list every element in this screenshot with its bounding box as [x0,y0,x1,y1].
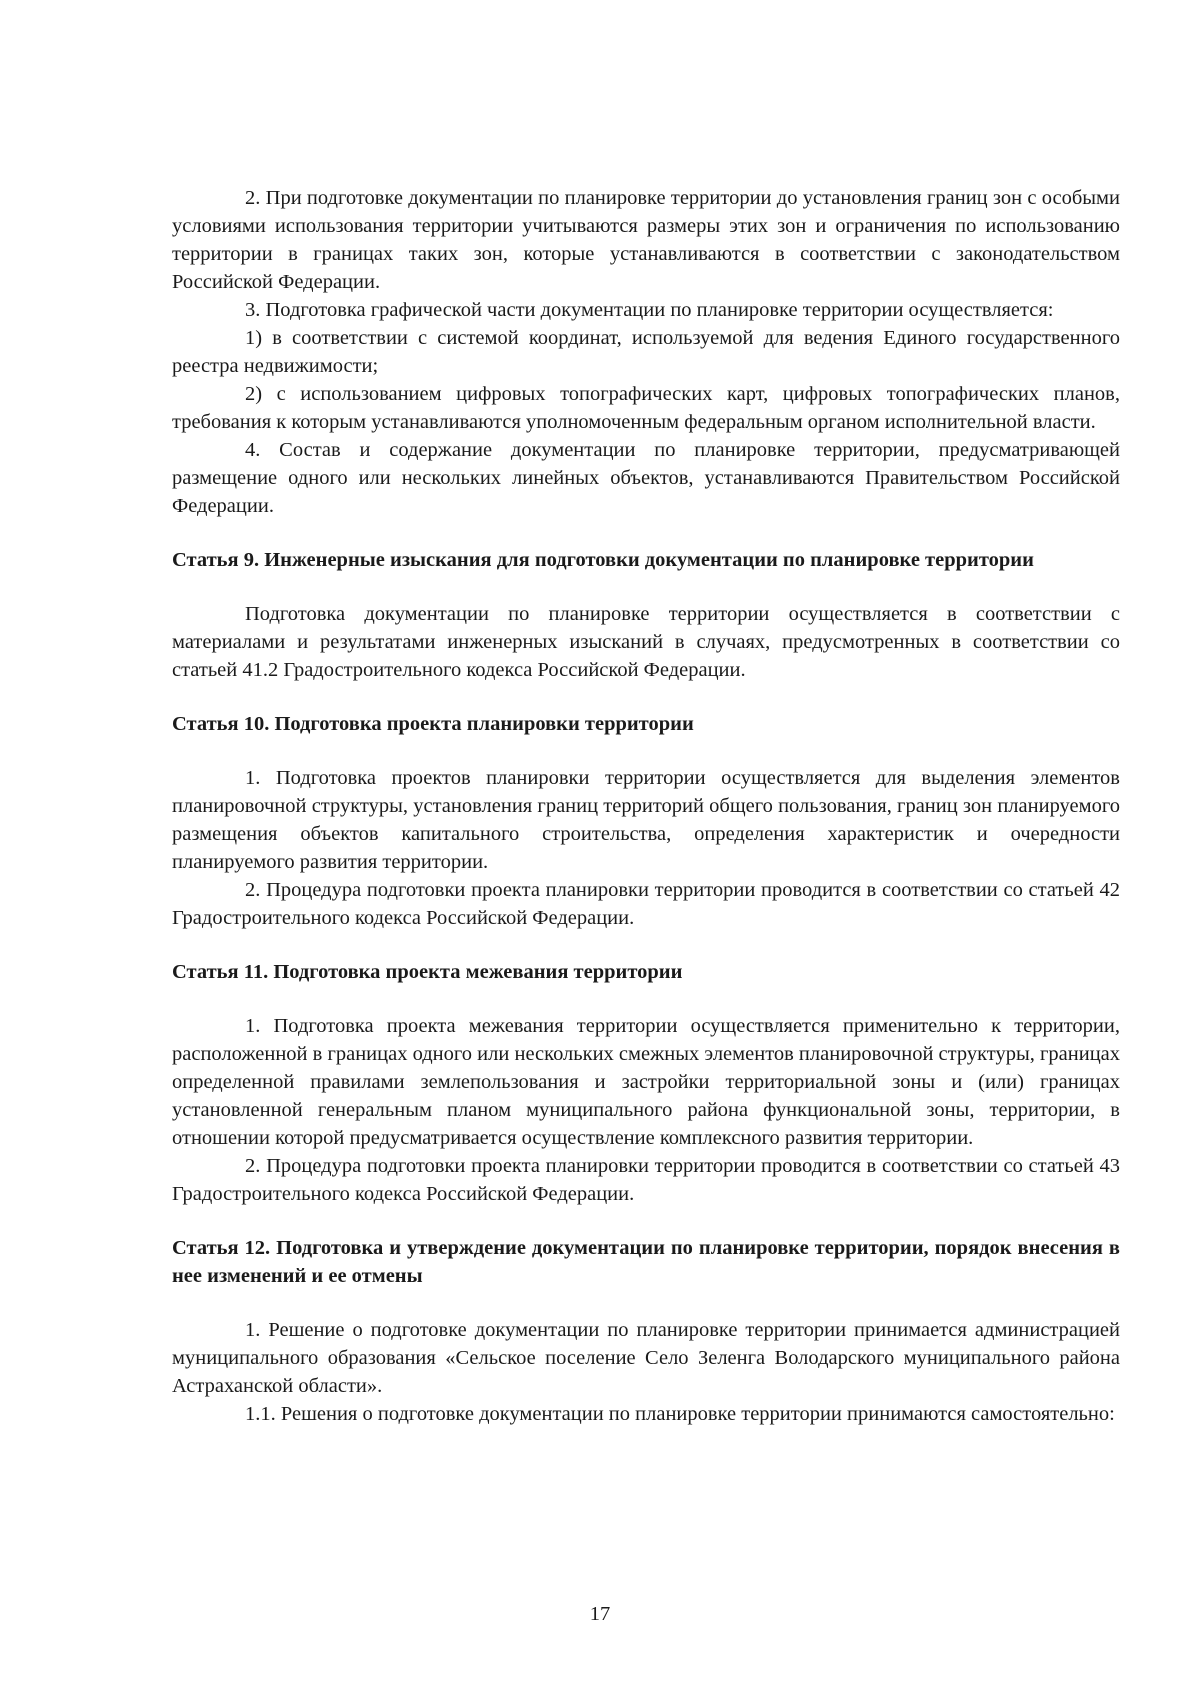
list-item: 1) в соответствии с системой координат, используемой для ведения Единого государственного реестра недвижимости; [172,327,1120,377]
paragraph: 1.1. Решения о подготовке документации по планировке территории принимаются самостоятельно: [245,1403,1115,1425]
paragraph: 2. При подготовке документации по планировке территории до установления границ зон с особыми условиями использования территории учитываются размеры этих зон и ограничения по использованию территории в границах таких зон, которые устанавливаются в соответствии с законодательством Российской Федерации. [172,187,1120,293]
article-heading: Статья 9. Инженерные изыскания для подготовки документации по планировке территории [172,549,1034,571]
paragraph: 1. Подготовка проектов планировки территории осуществляется для выделения элементов планировочной структуры, установления границ территорий общего пользования, границ зон планируемого размещения объектов капитального строительства, определения характеристик и очередности планируемого развития территории. [172,767,1120,873]
paragraph: Подготовка документации по планировке территории осуществляется в соответствии с материалами и результатами инженерных изысканий в случаях, предусмотренных в соответствии со статьей 41.2 Градостроительного кодекса Российской Федерации. [172,603,1120,681]
paragraph: 3. Подготовка графической части документации по планировке территории осуществляется: [245,299,1054,321]
list-item: 2) с использованием цифровых топографических карт, цифровых топографических планов, требования к которым устанавливаются уполномоченным федеральным органом исполнительной власти. [172,383,1120,433]
page-number: 17 [589,1603,611,1625]
paragraph: 4. Состав и содержание документации по планировке территории, предусматривающей размещение одного или нескольких линейных объектов, устанавливаются Правительством Российской Федерации. [172,439,1120,517]
paragraph: 1. Подготовка проекта межевания территории осуществляется применительно к территории, расположенной в границах одного или нескольких смежных элементов планировочной структуры, границах определенной правилами землепользования и застройки территориальной зоны и (или) границах установленной генеральным планом муниципального района функциональной зоны, территории, в отношении которой предусматривается осуществление комплексного развития территории. [172,1015,1121,1149]
paragraph: 2. Процедура подготовки проекта планировки территории проводится в соответствии со статьей 42 Градостроительного кодекса Российской Федерации. [172,879,1120,929]
paragraph: 1. Решение о подготовке документации по планировке территории принимается администрацией муниципального образования «Сельское поселение Село Зеленга Володарского муниципального района Астраханской области». [172,1319,1120,1397]
article-heading: Статья 12. Подготовка и утверждение документации по планировке территории, порядок внесения в нее изменений и ее отмены [172,1237,1120,1287]
document-page [172,184,1120,1428]
article-heading: Статья 11. Подготовка проекта межевания территории [172,961,683,983]
paragraph: 2. Процедура подготовки проекта планировки территории проводится в соответствии со статьей 43 Градостроительного кодекса Российской Федерации. [172,1155,1120,1205]
article-heading: Статья 10. Подготовка проекта планировки территории [172,713,694,735]
